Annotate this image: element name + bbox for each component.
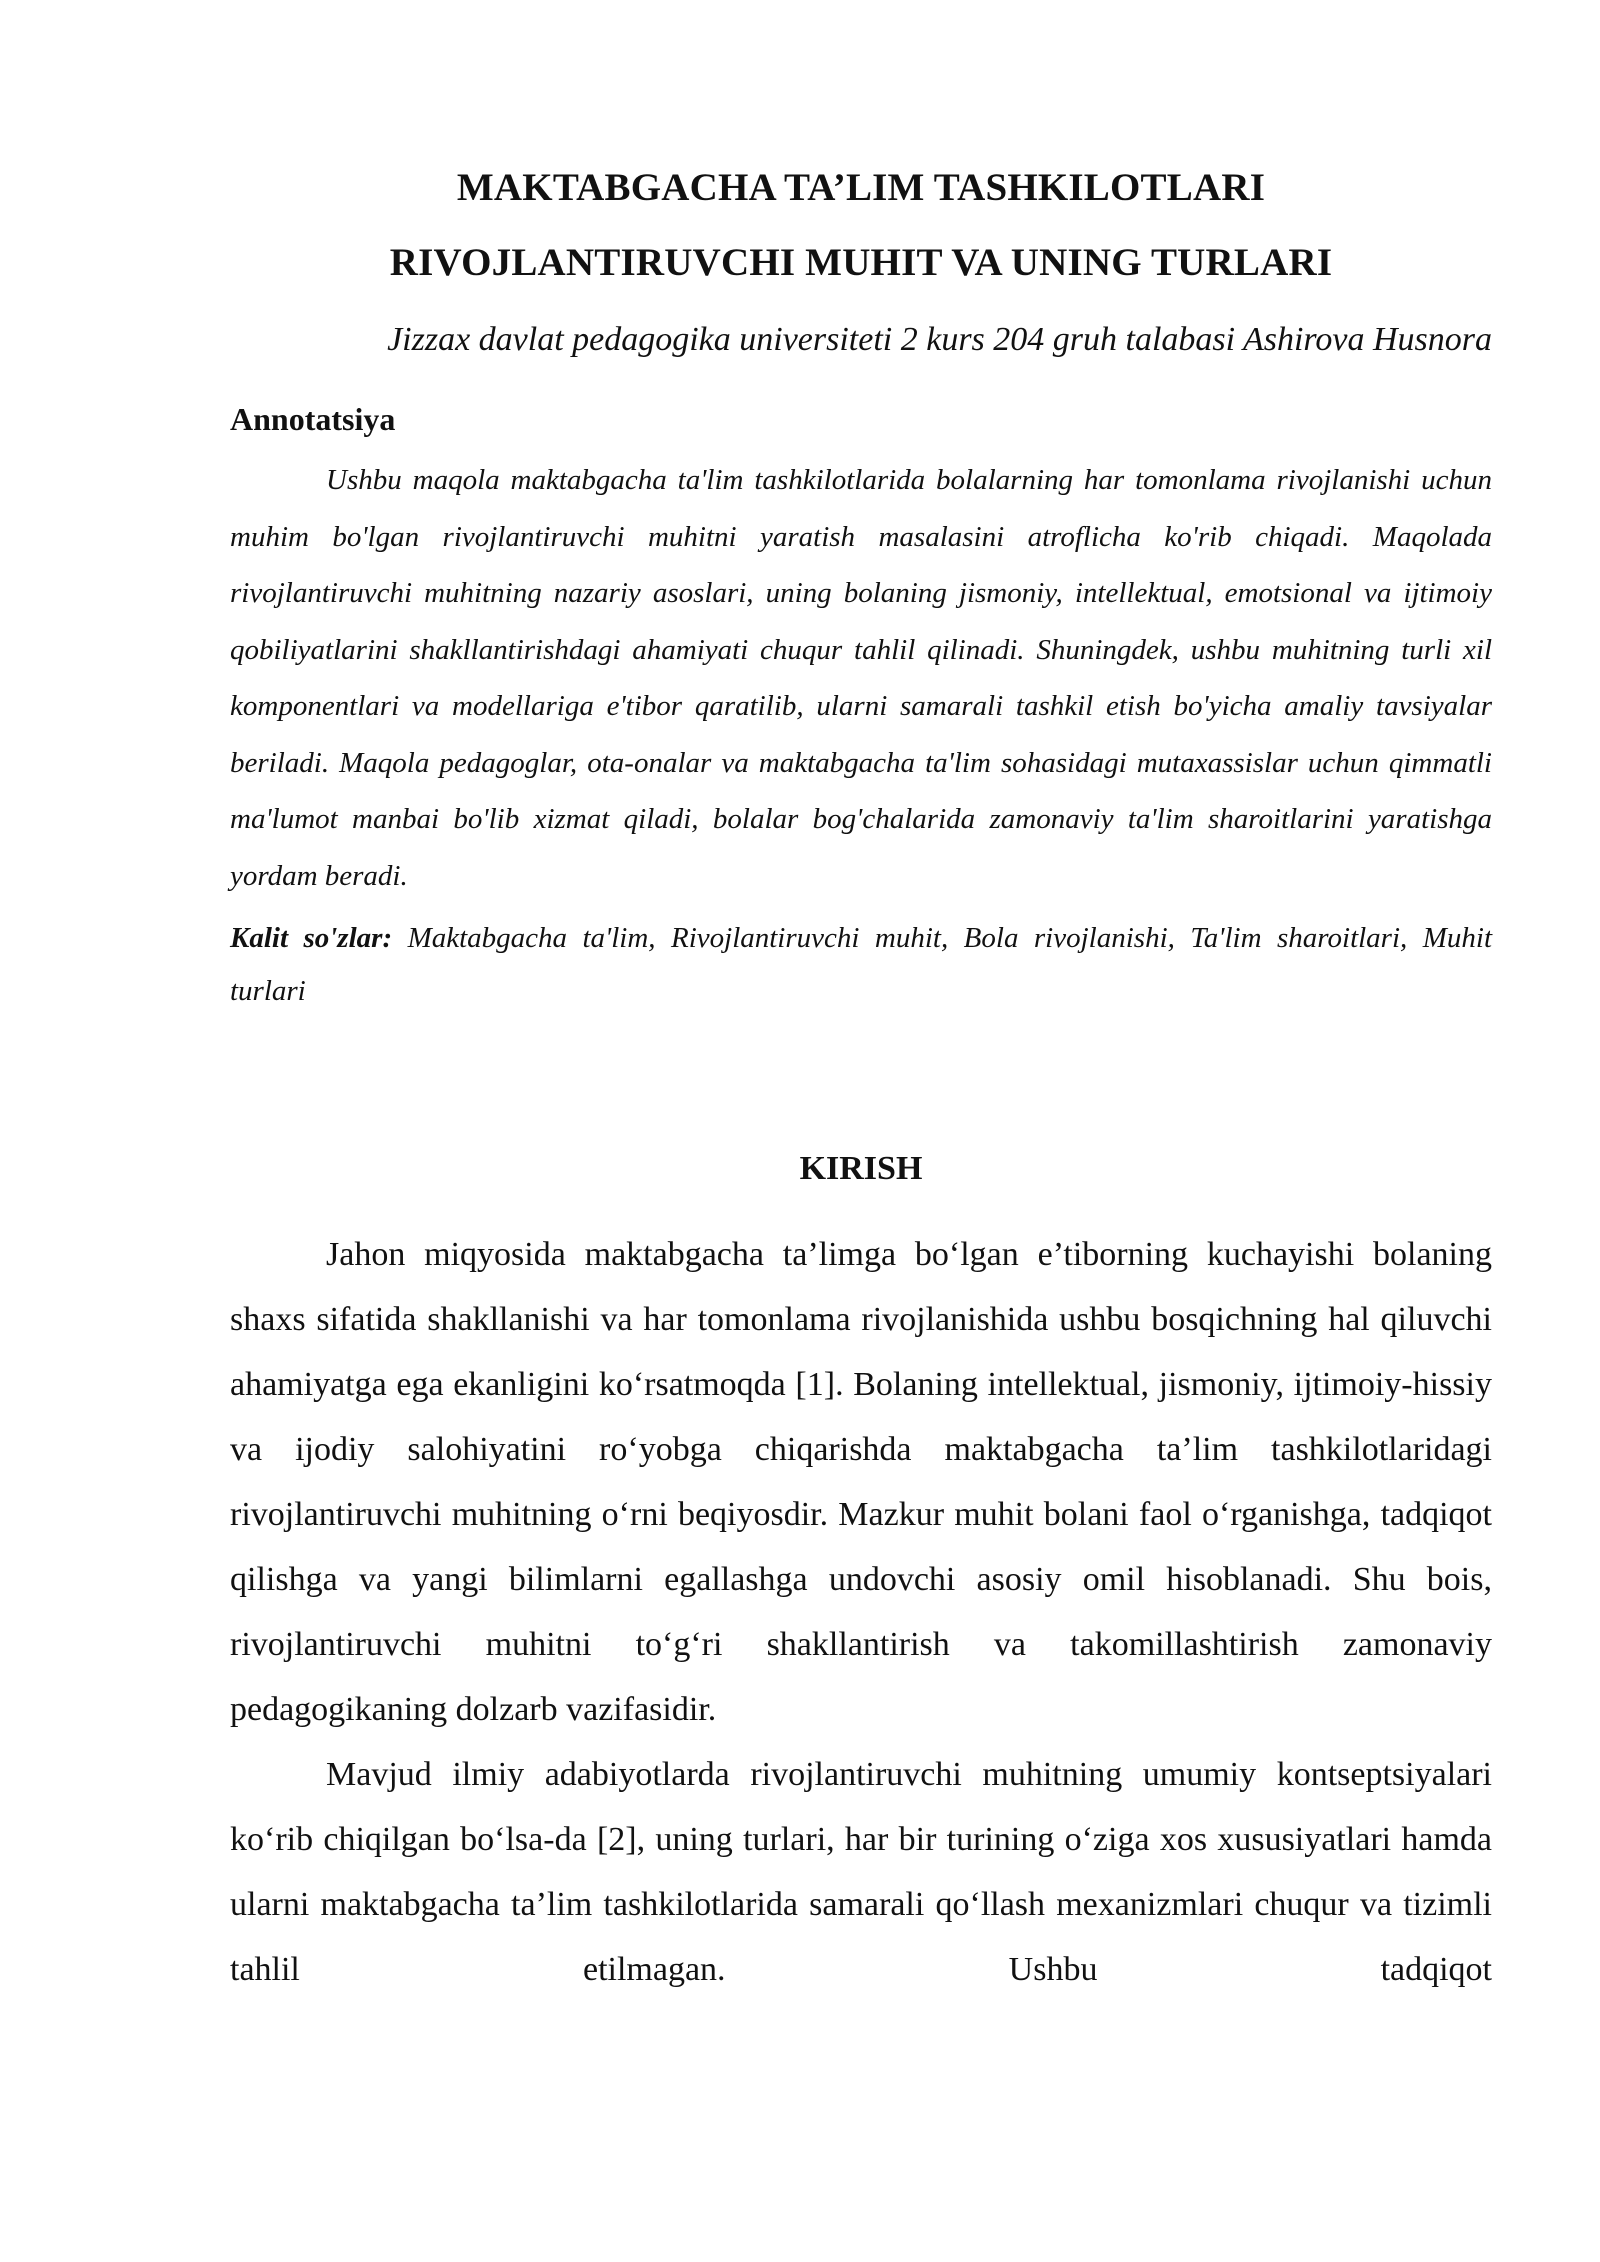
keywords-text: Maktabgacha ta'lim, Rivojlantiruvchi muhit, Bola rivojlanishi, Ta'lim sharoitlari, Muhit turlari <box>230 922 1492 1007</box>
keywords <box>230 912 1492 1018</box>
introduction-paragraph-1: Jahon miqyosida maktabgacha ta’limga bo‘lgan e’tiborning kuchayishi bolaning shaxs sifatida shakllanishi va har tomonlama rivojlanishida ushbu bosqichning hal qiluvchi ahamiyatga ega ekanligini ko‘rsatmoqda [1]. Bolaning intellektual, jismoniy, ijtimoiy-hissiy va ijodiy salohiyatini ro‘yobga chiqarishda maktabgacha ta’lim tashkilotlaridagi rivojlantiruvchi muhitning o‘rni beqiyosdir. Mazkur muhit bolani faol o‘rganishga, tadqiqot qilishga va yangi bilimlarni egallashga undovchi asosiy omil hisoblanadi. Shu bois, rivojlantiruvchi muhitni to‘g‘ri shakllantirish va takomillashtirish zamonaviy pedagogikaning dolzarb vazifasidir. <box>230 1236 1492 1728</box>
annotation-heading: Annotatsiya <box>230 401 396 437</box>
paper-title-line-2: RIVOJLANTIRUVCHI MUHIT VA UNING TURLARI <box>389 241 1333 284</box>
paper-title <box>230 150 1492 300</box>
introduction-heading: KIRISH <box>799 1150 923 1187</box>
document-page <box>230 0 1492 2002</box>
author-affiliation: Jizzax davlat pedagogika universiteti 2 kurs 204 gruh talabasi Ashirova Husnora <box>387 321 1492 358</box>
annotation-text: Ushbu maqola maktabgacha ta'lim tashkilotlarida bolalarning har tomonlama rivojlanishi uchun muhim bo'lgan rivojlantiruvchi muhitni yaratish masalasini atroflicha ko'rib chiqadi. Maqolada rivojlantiruvchi muhitning nazariy asoslari, uning bolaning jismoniy, intellektual, emotsional va ijtimoiy qobiliyatlarini shakllantirishdagi ahamiyati chuqur tahlil qilinadi. Shuningdek, ushbu muhitning turli xil komponentlari va modellariga e'tibor qaratilib, ularni samarali tashkil etish bo'yicha amaliy tavsiyalar beriladi. Maqola pedagoglar, ota-onalar va maktabgacha ta'lim sohasidagi mutaxassislar uchun qimmatli ma'lumot manbai bo'lib xizmat qiladi, bolalar bog'chalarida zamonaviy ta'lim sharoitlarini yaratishga yordam beradi. <box>230 464 1492 892</box>
keywords-label: Kalit so'zlar: <box>230 922 393 954</box>
paper-title-line-1: MAKTABGACHA TA’LIM TASHKILOTLARI <box>456 166 1266 209</box>
introduction-paragraph-2: Mavjud ilmiy adabiyotlarda rivojlantiruvchi muhitning umumiy kontseptsiyalari ko‘rib chiqilgan bo‘lsa-da [2], uning turlari, har bir turining o‘ziga xos xususiyatlari hamda ularni maktabgacha ta’lim tashkilotlarida samarali qo‘llash mexanizmlari chuqur va tizimli tahlil etilmagan. Ushbu tadqiqot <box>230 1756 1492 1988</box>
